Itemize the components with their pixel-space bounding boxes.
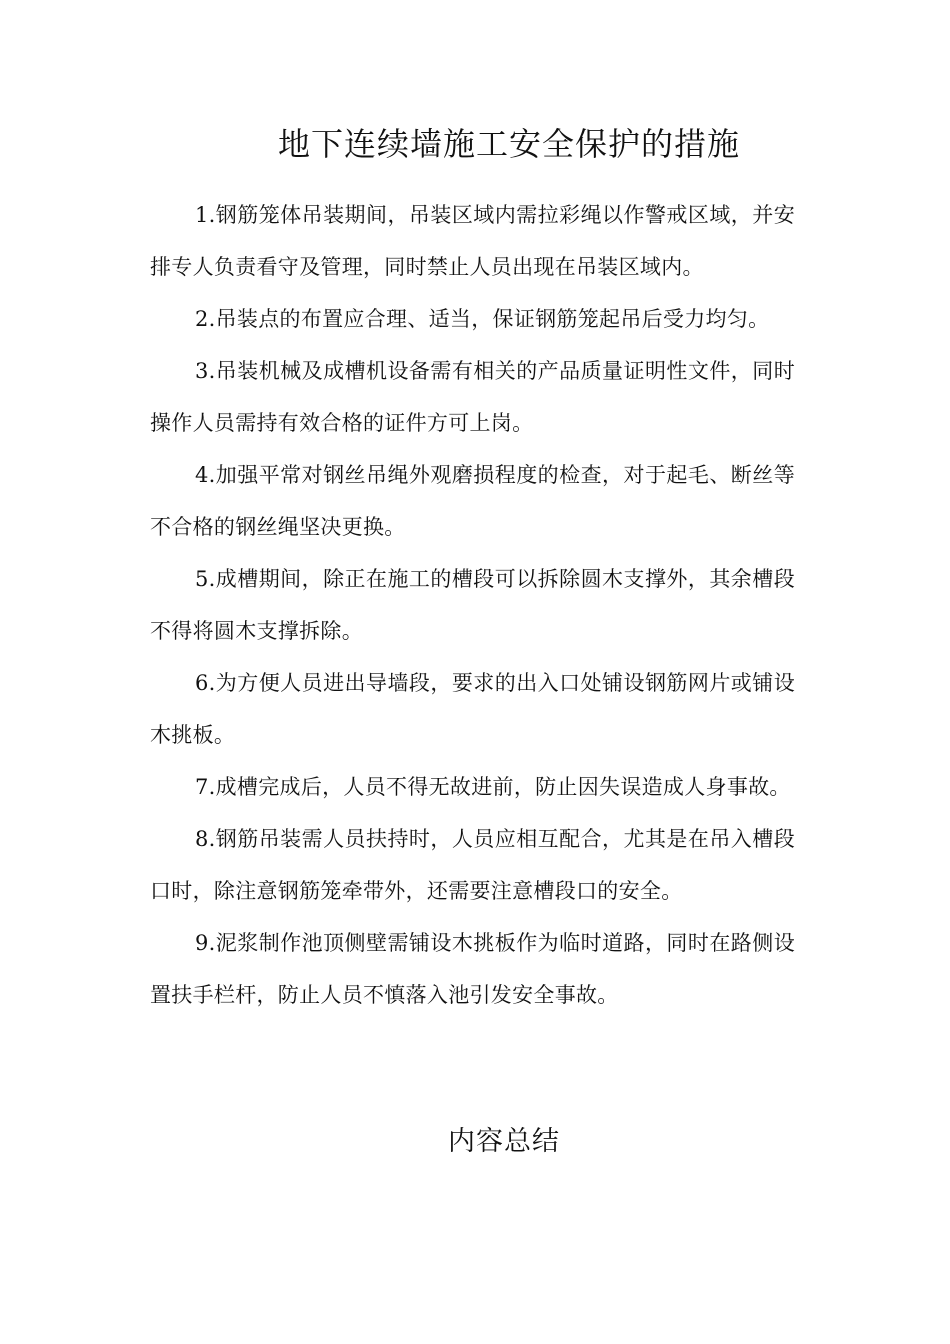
paragraph-1: 1.钢筋笼体吊装期间，吊装区域内需拉彩绳以作警戒区域，并安排专人负责看守及管理，同时禁止人员出现在吊装区域内。 [150,203,795,279]
document-body [150,189,795,1021]
section-title-summary: 内容总结 [448,1126,560,1157]
paragraph-6: 6.为方便人员进出导墙段，要求的出入口处铺设钢筋网片或铺设木挑板。 [150,671,795,747]
document-title: 地下连续墙施工安全保护的措施 [277,125,740,163]
paragraph-7: 7.成槽完成后，人员不得无故进前，防止因失误造成人身事故。 [195,775,791,799]
paragraph-8: 8.钢筋吊装需人员扶持时，人员应相互配合，尤其是在吊入槽段口时，除注意钢筋笼牵带外，还需要注意槽段口的安全。 [150,827,795,903]
paragraph-4: 4.加强平常对钢丝吊绳外观磨损程度的检查，对于起毛、断丝等不合格的钢丝绳坚决更换。 [150,463,795,539]
paragraph-2: 2.吊装点的布置应合理、适当，保证钢筋笼起吊后受力均匀。 [195,307,770,331]
paragraph-9: 9.泥浆制作池顶侧壁需铺设木挑板作为临时道路，同时在路侧设置扶手栏杆，防止人员不慎落入池引发安全事故。 [150,931,795,1007]
paragraph-5: 5.成槽期间，除正在施工的槽段可以拆除圆木支撑外，其余槽段不得将圆木支撑拆除。 [150,567,795,643]
paragraph-3: 3.吊装机械及成槽机设备需有相关的产品质量证明性文件，同时操作人员需持有效合格的证件方可上岗。 [150,359,795,435]
